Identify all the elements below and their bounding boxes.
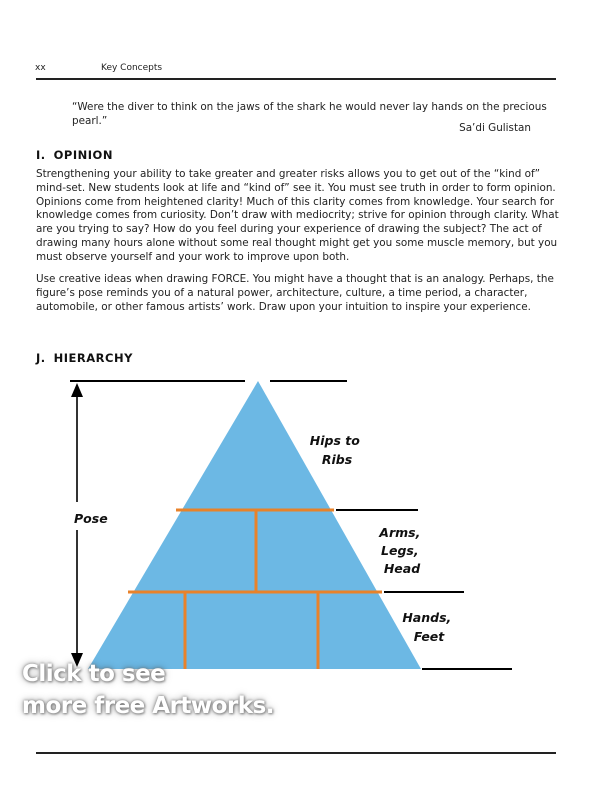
section-title: OPINION bbox=[53, 148, 113, 162]
watermark-line-1: Click to see bbox=[22, 661, 166, 687]
watermark-line-2: more free Artworks. bbox=[22, 693, 275, 719]
section-title: HIERARCHY bbox=[53, 351, 133, 365]
arrow-up-icon bbox=[71, 383, 83, 397]
opinion-paragraph-2: Use creative ideas when drawing FORCE. You might have a thought that is an analogy. Perhaps, the figure’s pose reminds you of a natural power, architecture, culture, a time period, a character, automobile, or other famous artists’ work. Draw upon your intuition to inspire your experience. bbox=[36, 273, 554, 313]
tier-label-hands-feet: Hands, Feet bbox=[402, 610, 452, 644]
tier-label-hips-ribs: Hips to Ribs bbox=[309, 433, 360, 467]
section-number: I. bbox=[36, 148, 46, 162]
page-number: xx bbox=[35, 63, 46, 73]
epigraph-attribution: Sa’di Gulistan bbox=[459, 122, 531, 134]
footer-rule bbox=[36, 752, 556, 754]
section-number: J. bbox=[36, 351, 46, 365]
running-head-title: Key Concepts bbox=[101, 63, 163, 73]
tier-label-arms-legs-head: Arms, Legs, Head bbox=[379, 525, 421, 576]
epigraph-quote: “Were the diver to think on the jaws of the shark he would never lay hands on the precious pearl.” bbox=[72, 101, 547, 127]
pose-label: Pose bbox=[74, 511, 108, 526]
opinion-paragraph-1: Strengthening your ability to take greater and greater risks allows you to get out of the “kind of” mind-set. New students look at life and “kind of” see it. You must see truth in order to form opinion. Opinions come from heightened clarity! Much of this clarity comes from knowledge. Your search for knowledge comes from curiosity. Don’t draw with mediocrity; strive for opinion through clarity. What are you trying to say? How do you feel during your experience of drawing the subject? The act of drawing many hours alone without some real thought might get you some muscle memory, but you must observe yourself and your work to improve upon both. bbox=[36, 168, 559, 263]
watermark-link[interactable] bbox=[22, 658, 342, 722]
